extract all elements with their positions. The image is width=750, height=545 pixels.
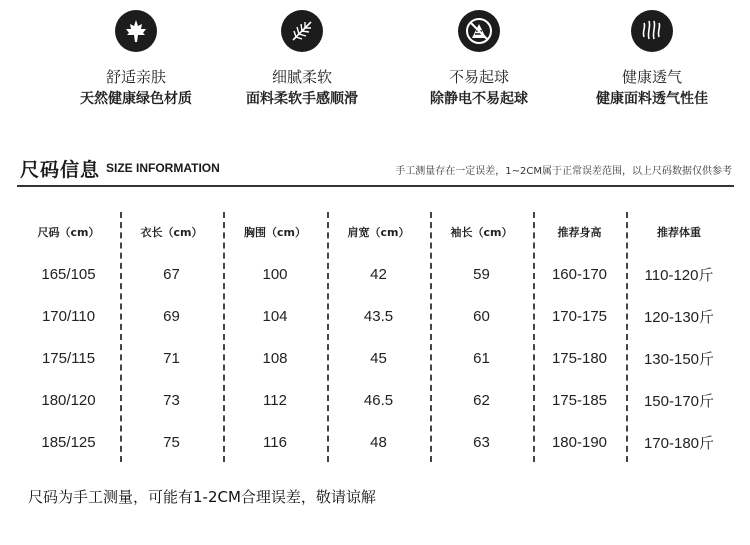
table-cell: 160-170 [551,265,608,283]
feature-comfort [46,10,226,108]
feature-title: 细腻柔软 [271,68,332,86]
table-cell: 67 [163,265,180,283]
table-cell: 63 [473,433,490,451]
table-row [17,380,732,420]
table-cell: 45 [370,349,387,367]
table-cell: 185/125 [41,433,96,451]
table-row [17,338,732,378]
table-cell: 175/115 [41,349,96,367]
size-info-note: 手工测量存在一定误差，1~2CM属于正常误差范围，以上尺码数据仅供参考 [395,166,732,177]
feature-title: 健康透气 [621,68,682,86]
header-divider [17,185,734,187]
table-cell: 69 [163,307,180,325]
table-cell: 75 [163,433,180,451]
table-cell: 112 [263,391,287,409]
feature-title: 舒适亲肤 [105,68,166,86]
size-table [17,212,732,462]
size-info-title: 尺码信息 [20,159,101,181]
feature-breathable [562,10,742,108]
table-cell: 62 [473,391,490,409]
table-cell: 59 [473,265,490,283]
table-cell: 108 [262,349,288,367]
table-cell: 180-190 [551,433,608,451]
table-row [17,296,732,336]
header-cell: 袖长（cm） [450,226,513,239]
fern-leaf-icon [281,10,323,52]
header-cell: 肩宽（cm） [347,226,410,239]
table-cell: 73 [163,391,180,409]
table-cell: 170-175 [551,307,608,325]
table-cell: 100 [262,265,288,283]
header-cell: 胸围（cm） [244,226,306,239]
table-cell: 170-180斤 [643,434,715,452]
table-cell: 175-185 [551,391,608,409]
feature-subtitle: 除静电不易起球 [430,91,528,107]
table-cell: 42 [370,265,387,283]
table-cell: 165/105 [41,265,96,283]
header-cell: 推荐体重 [657,226,701,239]
table-cell: 104 [262,307,288,325]
size-info-header [20,155,732,181]
table-cell: 180/120 [41,391,96,409]
table-header-row [17,212,732,252]
table-row [17,422,732,462]
breathable-icon [631,10,673,52]
feature-subtitle: 健康面料透气性佳 [596,91,708,107]
table-row [17,254,732,294]
table-cell: 46.5 [363,391,394,409]
table-cell: 110-120斤 [644,266,714,284]
header-cell: 推荐身高 [557,226,602,239]
feature-title: 不易起球 [448,68,509,86]
table-cell: 48 [370,433,387,451]
feature-no-pilling [389,10,569,108]
footer-note: 尺码为手工测量，可能有1-2CM合理误差，敬请谅解 [28,488,376,506]
table-cell: 116 [263,433,287,451]
feature-subtitle: 面料柔软手感顺滑 [246,91,358,107]
size-info-title-en: SIZE INFORMATION [106,161,220,175]
feature-strip [0,0,750,125]
feature-subtitle: 天然健康绿色材质 [80,91,192,107]
table-cell: 43.5 [363,307,394,325]
feature-soft [212,10,392,108]
table-cell: 175-180 [551,349,608,367]
table-cell: 120-130斤 [643,308,715,326]
table-cell: 150-170斤 [643,392,715,410]
table-cell: 130-150斤 [643,350,715,368]
table-cell: 60 [473,307,490,325]
table-cell: 71 [163,349,180,367]
header-cell: 衣长（cm） [140,226,203,239]
table-cell: 170/110 [41,307,96,325]
table-cell: 61 [473,349,490,367]
maple-leaf-icon [115,10,157,52]
header-cell: 尺码（cm） [37,226,100,239]
no-pilling-icon [458,10,500,52]
